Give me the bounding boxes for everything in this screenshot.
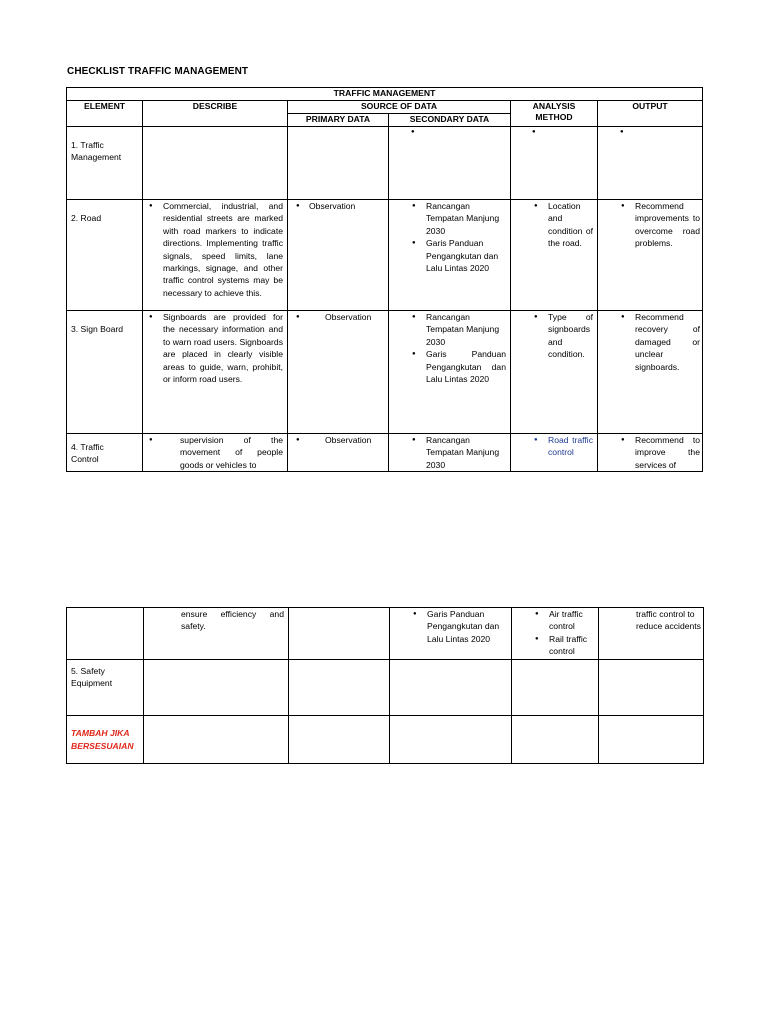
table-row (67, 311, 703, 434)
table-row (67, 608, 704, 660)
list-item: ● Rail traffic control (512, 633, 598, 658)
secondary-cell (390, 608, 512, 660)
element-label: 1. Traffic Management (71, 140, 122, 163)
analysis-cell (512, 608, 599, 660)
primary-cell (289, 716, 390, 764)
header-output: OUTPUT (598, 101, 703, 127)
list-item: ● Road traffic control (511, 434, 597, 459)
analysis-cell (512, 716, 599, 764)
list-item: ● Rancangan Tempatan Manjung 2030 (389, 311, 510, 348)
header-analysis-line1: ANALYSIS (532, 101, 576, 111)
output-cell (598, 200, 703, 311)
analysis-cell (512, 660, 599, 716)
element-cell (67, 311, 143, 434)
output-cell (599, 716, 704, 764)
analysis-cell (511, 311, 598, 434)
header-element: ELEMENT (67, 101, 143, 127)
table-row (67, 127, 703, 200)
element-cell (67, 660, 144, 716)
traffic-management-table (66, 87, 703, 472)
list-item: ● Recommend to improve the services of (598, 434, 702, 471)
table-group-header: TRAFFIC MANAGEMENT (67, 88, 703, 101)
secondary-cell (389, 434, 511, 472)
add-if-applicable-label: TAMBAH JIKA BERSESUAIAN (71, 728, 134, 751)
list-item: ● Observation (288, 434, 388, 446)
list-item: ● Air traffic control (512, 608, 598, 633)
output-cell (599, 608, 704, 660)
bullet-icon: ● (620, 129, 624, 135)
table-row (67, 200, 703, 311)
describe-cell (143, 434, 288, 472)
list-item: ● Rancangan Tempatan Manjung 2030 (389, 434, 510, 471)
describe-cell (144, 660, 289, 716)
element-label: 5. Safety Equipment (71, 666, 113, 689)
secondary-cell (389, 311, 511, 434)
element-cell (67, 200, 143, 311)
secondary-cell (390, 716, 512, 764)
header-analysis-method (511, 101, 598, 127)
describe-cell (143, 311, 288, 434)
header-source-of-data: SOURCE OF DATA (288, 101, 511, 114)
element-cell (67, 127, 143, 200)
describe-text: ensure efficiency and safety. (181, 609, 284, 632)
secondary-cell (390, 660, 512, 716)
table-row (67, 434, 703, 472)
list-item: ● Observation (288, 311, 388, 323)
list-item: ● supervision of the movement of people goods or vehicles to (143, 434, 287, 471)
table-row (67, 716, 704, 764)
list-item: ● Observation (288, 200, 388, 212)
primary-cell (289, 660, 390, 716)
traffic-management-table-continued (66, 607, 704, 764)
bullet-icon: ● (411, 129, 415, 135)
list-item: ● Type of signboards and condition. (511, 311, 597, 361)
analysis-cell (511, 127, 598, 200)
header-describe: DESCRIBE (143, 101, 288, 127)
analysis-cell (511, 434, 598, 472)
primary-cell (288, 434, 389, 472)
primary-cell (289, 608, 390, 660)
output-cell (599, 660, 704, 716)
header-secondary-data: SECONDARY DATA (389, 114, 511, 127)
list-item: ● Garis Panduan Pengangkutan dan Lalu Lintas 2020 (389, 348, 510, 385)
list-item: ● Signboards are provided for the necessary information and to warn road users. Signboards are placed in clearly visible areas to guide, warn, prohibit, or inform road users. (143, 311, 287, 385)
header-analysis-line2: METHOD (535, 112, 573, 122)
primary-cell (288, 127, 389, 200)
list-item: ● Recommend improvements to overcome road problems. (598, 200, 702, 250)
secondary-cell (389, 127, 511, 200)
list-item: ● Commercial, industrial, and residential streets are marked with road markers to indicate directions. Implementing traffic signals, speed limits, lane markings, signage, and other traffic control systems may be necessary to achieve this. (143, 200, 287, 299)
secondary-cell (389, 200, 511, 311)
describe-cell (143, 200, 288, 311)
element-cell (67, 434, 143, 472)
list-item: ● Garis Panduan Pengangkutan dan Lalu Lintas 2020 (390, 608, 511, 645)
list-item: ● Location and condition of the road. (511, 200, 597, 250)
primary-cell (288, 311, 389, 434)
bullet-icon: ● (532, 129, 536, 135)
output-cell (598, 311, 703, 434)
list-item: ● Garis Panduan Pengangkutan dan Lalu Lintas 2020 (389, 237, 510, 274)
output-cell (598, 434, 703, 472)
element-label: 2. Road (71, 213, 102, 223)
element-cell (67, 716, 144, 764)
analysis-cell (511, 200, 598, 311)
list-item: ● Recommend recovery of damaged or unclear signboards. (598, 311, 702, 373)
header-primary-data: PRIMARY DATA (288, 114, 389, 127)
table-row (67, 660, 704, 716)
primary-cell (288, 200, 389, 311)
describe-cell (143, 127, 288, 200)
document-title: CHECKLIST TRAFFIC MANAGEMENT (67, 66, 249, 77)
output-text: traffic control to reduce accidents (636, 609, 701, 632)
describe-cell (144, 716, 289, 764)
element-label: 4. Traffic Control (71, 442, 104, 465)
element-label: 3. Sign Board (71, 324, 124, 334)
list-item: ● Rancangan Tempatan Manjung 2030 (389, 200, 510, 237)
describe-cell (144, 608, 289, 660)
element-cell (67, 608, 144, 660)
output-cell (598, 127, 703, 200)
